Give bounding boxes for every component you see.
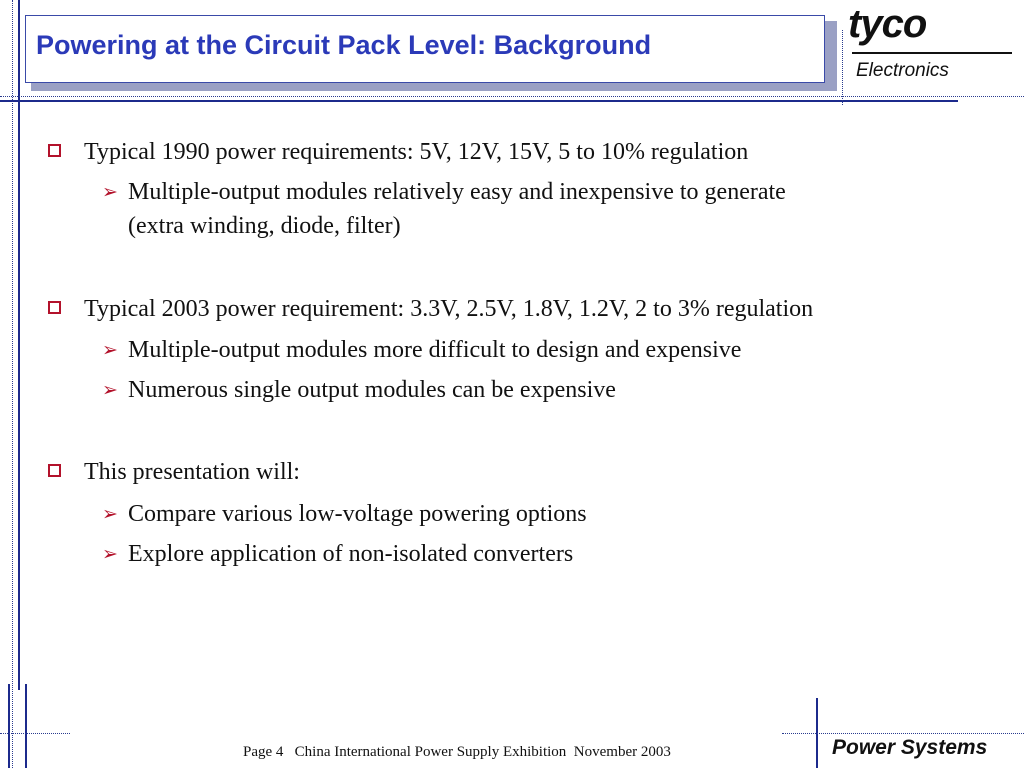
bullet-2-text: Typical 2003 power requirement: 3.3V, 2.5V, 1.8V, 1.2V, 2 to 3% regulation xyxy=(84,296,814,322)
arrowhead-bullet-icon: ➢ xyxy=(102,503,118,525)
frame-bottom-right-hline xyxy=(782,733,1024,734)
bullet-3-text: This presentation will: xyxy=(84,459,300,485)
electronics-logo-text: Electronics xyxy=(856,60,949,81)
bullet-1-sub-1 xyxy=(102,175,786,209)
bullet-2-sub-1-text: Multiple-output modules more difficult to design and expensive xyxy=(128,337,742,363)
bullet-1-text: Typical 1990 power requirements: 5V, 12V, 15V, 5 to 10% regulation xyxy=(84,139,749,165)
frame-dotted-right-line xyxy=(842,30,843,105)
frame-solid-top-line xyxy=(0,100,958,102)
logo-divider xyxy=(852,52,1012,54)
bullet-1-sub-1-continued-text: (extra winding, diode, filter) xyxy=(128,213,401,239)
bullet-3-sub-2-text: Explore application of non-isolated converters xyxy=(128,541,574,567)
bullet-3-sub-1-text: Compare various low-voltage powering options xyxy=(128,501,587,527)
arrowhead-bullet-icon: ➢ xyxy=(102,379,118,401)
bullet-2-sub-1 xyxy=(102,333,742,367)
page-title: Powering at the Circuit Pack Level: Background xyxy=(36,30,652,60)
bullet-3-sub-1 xyxy=(102,497,587,531)
bullet-2-sub-2 xyxy=(102,373,616,407)
bullet-3-sub-2 xyxy=(102,537,574,571)
arrowhead-bullet-icon: ➢ xyxy=(102,543,118,565)
bullet-1 xyxy=(84,135,748,169)
arrowhead-bullet-icon: ➢ xyxy=(102,181,118,203)
arrowhead-bullet-icon: ➢ xyxy=(102,339,118,361)
bullet-2 xyxy=(84,292,813,326)
bullet-2-sub-2-text: Numerous single output modules can be expensive xyxy=(128,377,616,403)
hollow-square-bullet-icon xyxy=(48,144,61,157)
bullet-1-sub-1-continued xyxy=(128,209,401,243)
frame-dotted-top-line xyxy=(0,96,1024,97)
frame-bottom-left-vbar-2 xyxy=(25,684,27,768)
tyco-logo: tyco xyxy=(848,2,927,46)
title-box xyxy=(25,15,825,83)
frame-dotted-left-line xyxy=(12,0,13,768)
frame-bottom-left-vbar xyxy=(8,684,10,768)
frame-bottom-left-hline xyxy=(0,733,70,734)
hollow-square-bullet-icon xyxy=(48,301,61,314)
power-systems-logo: Power Systems xyxy=(832,736,988,759)
frame-solid-left-line xyxy=(18,0,20,690)
hollow-square-bullet-icon xyxy=(48,464,61,477)
bullet-1-sub-1-text: Multiple-output modules relatively easy and inexpensive to generate xyxy=(128,179,786,205)
slide-footer: Page 4 China International Power Supply Exhibition November 2003 xyxy=(243,744,671,760)
bullet-3 xyxy=(84,455,300,489)
